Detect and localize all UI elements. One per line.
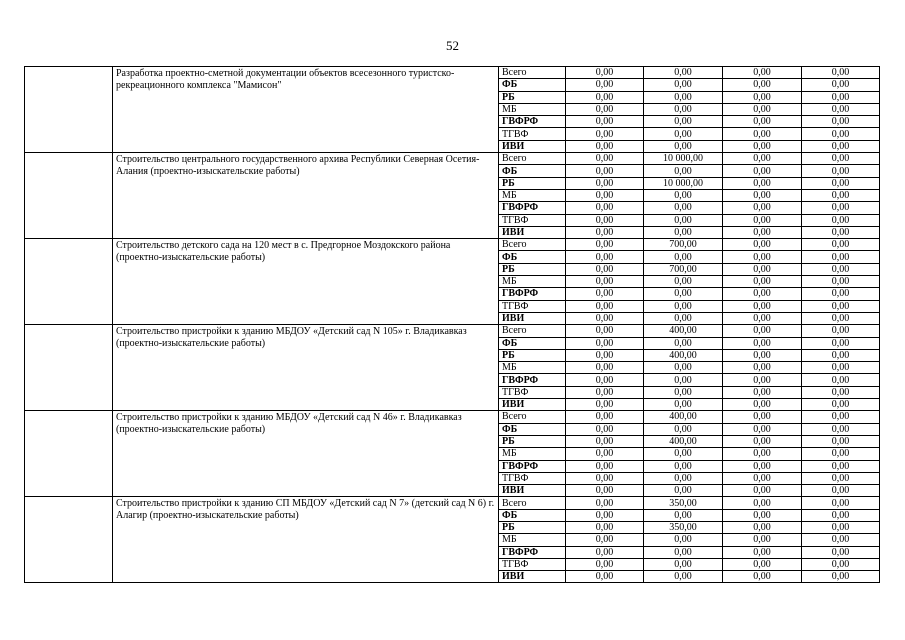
- budget-table-body: [25, 67, 880, 583]
- amount-cell: 0,00: [566, 300, 644, 312]
- amount-cell: 0,00: [723, 177, 802, 189]
- amount-cell: 0,00: [723, 116, 802, 128]
- project-name: Строительство центрального государственного архива Республики Северная Осетия-Алания (проектно-изыскательские работы): [113, 153, 499, 239]
- funding-source-label: Всего: [499, 239, 566, 251]
- funding-source-label: ФБ: [499, 337, 566, 349]
- funding-source-label: ТГВФ: [499, 558, 566, 570]
- amount-cell: 0,00: [802, 128, 880, 140]
- amount-cell: 0,00: [802, 411, 880, 423]
- amount-cell: 0,00: [566, 423, 644, 435]
- amount-cell: 0,00: [566, 165, 644, 177]
- amount-cell: 0,00: [802, 485, 880, 497]
- amount-cell: 0,00: [723, 546, 802, 558]
- funding-source-label: ТГВФ: [499, 386, 566, 398]
- amount-cell: 0,00: [802, 140, 880, 152]
- row-number-cell: [25, 153, 113, 239]
- funding-source-label: ФБ: [499, 165, 566, 177]
- amount-cell: 0,00: [802, 189, 880, 201]
- funding-source-label: МБ: [499, 448, 566, 460]
- amount-cell: 0,00: [723, 534, 802, 546]
- amount-cell: 0,00: [644, 288, 723, 300]
- amount-cell: 0,00: [566, 177, 644, 189]
- amount-cell: 0,00: [644, 337, 723, 349]
- amount-cell: 0,00: [644, 189, 723, 201]
- amount-cell: 0,00: [644, 103, 723, 115]
- amount-cell: 0,00: [566, 386, 644, 398]
- funding-source-label: ИВИ: [499, 140, 566, 152]
- amount-cell: 0,00: [566, 79, 644, 91]
- amount-cell: 0,00: [723, 558, 802, 570]
- amount-cell: 0,00: [723, 251, 802, 263]
- amount-cell: 0,00: [723, 153, 802, 165]
- amount-cell: 0,00: [566, 497, 644, 509]
- amount-cell: 0,00: [723, 239, 802, 251]
- amount-cell: 0,00: [566, 349, 644, 361]
- funding-source-label: ТГВФ: [499, 300, 566, 312]
- amount-cell: 0,00: [802, 337, 880, 349]
- amount-cell: 0,00: [566, 67, 644, 79]
- funding-source-label: ФБ: [499, 423, 566, 435]
- amount-cell: 0,00: [723, 312, 802, 324]
- amount-cell: 0,00: [723, 91, 802, 103]
- amount-cell: 0,00: [802, 79, 880, 91]
- funding-source-label: РБ: [499, 177, 566, 189]
- amount-cell: 0,00: [566, 472, 644, 484]
- amount-cell: 0,00: [644, 128, 723, 140]
- amount-cell: 0,00: [802, 497, 880, 509]
- amount-cell: 0,00: [723, 411, 802, 423]
- funding-source-label: МБ: [499, 103, 566, 115]
- amount-cell: 0,00: [723, 374, 802, 386]
- amount-cell: 400,00: [644, 411, 723, 423]
- amount-cell: 0,00: [802, 239, 880, 251]
- amount-cell: 0,00: [644, 226, 723, 238]
- amount-cell: 0,00: [566, 263, 644, 275]
- amount-cell: 0,00: [644, 571, 723, 583]
- amount-cell: 0,00: [644, 312, 723, 324]
- amount-cell: 0,00: [723, 386, 802, 398]
- funding-source-label: ФБ: [499, 79, 566, 91]
- amount-cell: 0,00: [802, 67, 880, 79]
- amount-cell: 0,00: [723, 472, 802, 484]
- amount-cell: 10 000,00: [644, 153, 723, 165]
- project-name: Разработка проектно-сметной документации объектов всесезонного туристско-рекреационного комплекса "Мамисон": [113, 67, 499, 153]
- amount-cell: 0,00: [723, 276, 802, 288]
- row-number-cell: [25, 325, 113, 411]
- amount-cell: 0,00: [566, 239, 644, 251]
- amount-cell: 0,00: [566, 399, 644, 411]
- amount-cell: 0,00: [644, 67, 723, 79]
- amount-cell: 0,00: [566, 251, 644, 263]
- amount-cell: 0,00: [566, 362, 644, 374]
- amount-cell: 0,00: [802, 214, 880, 226]
- amount-cell: 0,00: [723, 521, 802, 533]
- amount-cell: 0,00: [723, 325, 802, 337]
- amount-cell: 0,00: [723, 103, 802, 115]
- amount-cell: 0,00: [566, 202, 644, 214]
- funding-source-label: Всего: [499, 67, 566, 79]
- amount-cell: 0,00: [644, 214, 723, 226]
- funding-source-label: ИВИ: [499, 571, 566, 583]
- funding-source-label: Всего: [499, 497, 566, 509]
- funding-source-label: ГВФРФ: [499, 460, 566, 472]
- amount-cell: 0,00: [644, 546, 723, 558]
- funding-source-label: ТГВФ: [499, 128, 566, 140]
- amount-cell: 0,00: [723, 128, 802, 140]
- amount-cell: 0,00: [644, 509, 723, 521]
- amount-cell: 0,00: [566, 411, 644, 423]
- amount-cell: 0,00: [802, 423, 880, 435]
- amount-cell: 0,00: [802, 251, 880, 263]
- amount-cell: 400,00: [644, 325, 723, 337]
- funding-source-label: ТГВФ: [499, 214, 566, 226]
- amount-cell: 0,00: [802, 362, 880, 374]
- amount-cell: 0,00: [723, 79, 802, 91]
- amount-cell: 0,00: [802, 153, 880, 165]
- amount-cell: 0,00: [644, 300, 723, 312]
- amount-cell: 0,00: [723, 509, 802, 521]
- amount-cell: 0,00: [802, 435, 880, 447]
- amount-cell: 0,00: [566, 116, 644, 128]
- amount-cell: 0,00: [802, 325, 880, 337]
- funding-source-label: Всего: [499, 325, 566, 337]
- funding-source-label: ИВИ: [499, 312, 566, 324]
- amount-cell: 0,00: [802, 399, 880, 411]
- amount-cell: 0,00: [566, 337, 644, 349]
- amount-cell: 0,00: [566, 546, 644, 558]
- funding-source-label: ИВИ: [499, 399, 566, 411]
- amount-cell: 0,00: [644, 386, 723, 398]
- amount-cell: 0,00: [802, 165, 880, 177]
- amount-cell: 0,00: [644, 276, 723, 288]
- project-name: Строительство пристройки к зданию СП МБДОУ «Детский сад N 7» (детский сад N 6) г. Алагир (проектно-изыскательские работы): [113, 497, 499, 583]
- funding-source-label: ТГВФ: [499, 472, 566, 484]
- amount-cell: 0,00: [802, 276, 880, 288]
- amount-cell: 0,00: [566, 226, 644, 238]
- funding-source-label: ГВФРФ: [499, 288, 566, 300]
- amount-cell: 0,00: [566, 534, 644, 546]
- funding-source-label: ГВФРФ: [499, 374, 566, 386]
- amount-cell: 0,00: [802, 374, 880, 386]
- funding-source-label: РБ: [499, 521, 566, 533]
- amount-cell: 400,00: [644, 349, 723, 361]
- amount-cell: 0,00: [802, 460, 880, 472]
- amount-cell: 0,00: [566, 140, 644, 152]
- amount-cell: 0,00: [723, 337, 802, 349]
- amount-cell: 700,00: [644, 239, 723, 251]
- amount-cell: 0,00: [644, 91, 723, 103]
- amount-cell: 0,00: [723, 571, 802, 583]
- amount-cell: 0,00: [644, 140, 723, 152]
- amount-cell: 0,00: [644, 362, 723, 374]
- amount-cell: 0,00: [644, 165, 723, 177]
- table-row: [25, 67, 880, 79]
- funding-source-label: ФБ: [499, 509, 566, 521]
- amount-cell: 0,00: [566, 571, 644, 583]
- amount-cell: 0,00: [566, 312, 644, 324]
- amount-cell: 400,00: [644, 435, 723, 447]
- amount-cell: 0,00: [723, 189, 802, 201]
- amount-cell: 0,00: [566, 558, 644, 570]
- project-name: Строительство пристройки к зданию МБДОУ «Детский сад N 46» г. Владикавказ (проектно-изыскательские работы): [113, 411, 499, 497]
- table-row: [25, 411, 880, 423]
- amount-cell: 0,00: [566, 103, 644, 115]
- amount-cell: 0,00: [802, 226, 880, 238]
- table-row: [25, 153, 880, 165]
- amount-cell: 0,00: [566, 214, 644, 226]
- funding-source-label: МБ: [499, 189, 566, 201]
- amount-cell: 0,00: [566, 91, 644, 103]
- funding-source-label: РБ: [499, 435, 566, 447]
- amount-cell: 350,00: [644, 521, 723, 533]
- amount-cell: 0,00: [802, 472, 880, 484]
- amount-cell: 0,00: [644, 116, 723, 128]
- amount-cell: 0,00: [723, 140, 802, 152]
- funding-source-label: Всего: [499, 153, 566, 165]
- amount-cell: 0,00: [644, 423, 723, 435]
- amount-cell: 0,00: [723, 67, 802, 79]
- amount-cell: 0,00: [566, 521, 644, 533]
- amount-cell: 0,00: [644, 485, 723, 497]
- budget-table: [24, 66, 880, 583]
- amount-cell: 0,00: [723, 423, 802, 435]
- amount-cell: 0,00: [802, 546, 880, 558]
- project-name: Строительство детского сада на 120 мест в с. Предгорное Моздокского района (проектно-изыскательские работы): [113, 239, 499, 325]
- amount-cell: 0,00: [802, 202, 880, 214]
- amount-cell: 0,00: [566, 448, 644, 460]
- funding-source-label: МБ: [499, 534, 566, 546]
- amount-cell: 0,00: [644, 79, 723, 91]
- amount-cell: 0,00: [566, 276, 644, 288]
- amount-cell: 0,00: [802, 448, 880, 460]
- row-number-cell: [25, 67, 113, 153]
- row-number-cell: [25, 497, 113, 583]
- amount-cell: 0,00: [802, 263, 880, 275]
- table-row: [25, 497, 880, 509]
- amount-cell: 0,00: [802, 349, 880, 361]
- funding-source-label: ГВФРФ: [499, 546, 566, 558]
- amount-cell: 0,00: [802, 288, 880, 300]
- amount-cell: 0,00: [802, 558, 880, 570]
- funding-source-label: ГВФРФ: [499, 202, 566, 214]
- amount-cell: 0,00: [566, 128, 644, 140]
- amount-cell: 10 000,00: [644, 177, 723, 189]
- funding-source-label: РБ: [499, 91, 566, 103]
- project-name: Строительство пристройки к зданию МБДОУ «Детский сад N 105» г. Владикавказ (проектно-изыскательские работы): [113, 325, 499, 411]
- amount-cell: 0,00: [723, 485, 802, 497]
- amount-cell: 0,00: [723, 202, 802, 214]
- amount-cell: 0,00: [802, 509, 880, 521]
- amount-cell: 0,00: [723, 460, 802, 472]
- funding-source-label: РБ: [499, 263, 566, 275]
- amount-cell: 0,00: [566, 485, 644, 497]
- amount-cell: 0,00: [802, 177, 880, 189]
- amount-cell: 0,00: [566, 288, 644, 300]
- amount-cell: 0,00: [644, 534, 723, 546]
- amount-cell: 0,00: [566, 325, 644, 337]
- amount-cell: 350,00: [644, 497, 723, 509]
- amount-cell: 0,00: [723, 165, 802, 177]
- table-row: [25, 239, 880, 251]
- amount-cell: 0,00: [723, 226, 802, 238]
- amount-cell: 0,00: [802, 300, 880, 312]
- amount-cell: 0,00: [723, 263, 802, 275]
- amount-cell: 0,00: [723, 214, 802, 226]
- amount-cell: 0,00: [802, 386, 880, 398]
- amount-cell: 0,00: [644, 399, 723, 411]
- amount-cell: 0,00: [802, 116, 880, 128]
- amount-cell: 0,00: [566, 460, 644, 472]
- amount-cell: 0,00: [802, 91, 880, 103]
- amount-cell: 0,00: [644, 448, 723, 460]
- amount-cell: 0,00: [644, 251, 723, 263]
- amount-cell: 0,00: [644, 202, 723, 214]
- page-number: 52: [446, 38, 459, 53]
- funding-source-label: МБ: [499, 362, 566, 374]
- amount-cell: 0,00: [644, 558, 723, 570]
- row-number-cell: [25, 239, 113, 325]
- funding-source-label: ИВИ: [499, 226, 566, 238]
- amount-cell: 0,00: [566, 189, 644, 201]
- amount-cell: 0,00: [802, 571, 880, 583]
- amount-cell: 0,00: [723, 399, 802, 411]
- funding-source-label: ИВИ: [499, 485, 566, 497]
- row-number-cell: [25, 411, 113, 497]
- funding-source-label: МБ: [499, 276, 566, 288]
- amount-cell: 0,00: [566, 153, 644, 165]
- amount-cell: 0,00: [566, 435, 644, 447]
- amount-cell: 0,00: [644, 472, 723, 484]
- amount-cell: 700,00: [644, 263, 723, 275]
- funding-source-label: РБ: [499, 349, 566, 361]
- table-row: [25, 325, 880, 337]
- amount-cell: 0,00: [723, 362, 802, 374]
- amount-cell: 0,00: [566, 374, 644, 386]
- funding-source-label: Всего: [499, 411, 566, 423]
- amount-cell: 0,00: [566, 509, 644, 521]
- funding-source-label: ГВФРФ: [499, 116, 566, 128]
- amount-cell: 0,00: [723, 288, 802, 300]
- amount-cell: 0,00: [723, 300, 802, 312]
- amount-cell: 0,00: [802, 521, 880, 533]
- amount-cell: 0,00: [644, 374, 723, 386]
- amount-cell: 0,00: [723, 497, 802, 509]
- amount-cell: 0,00: [802, 312, 880, 324]
- amount-cell: 0,00: [644, 460, 723, 472]
- amount-cell: 0,00: [723, 435, 802, 447]
- amount-cell: 0,00: [723, 448, 802, 460]
- amount-cell: 0,00: [802, 103, 880, 115]
- funding-source-label: ФБ: [499, 251, 566, 263]
- amount-cell: 0,00: [802, 534, 880, 546]
- amount-cell: 0,00: [723, 349, 802, 361]
